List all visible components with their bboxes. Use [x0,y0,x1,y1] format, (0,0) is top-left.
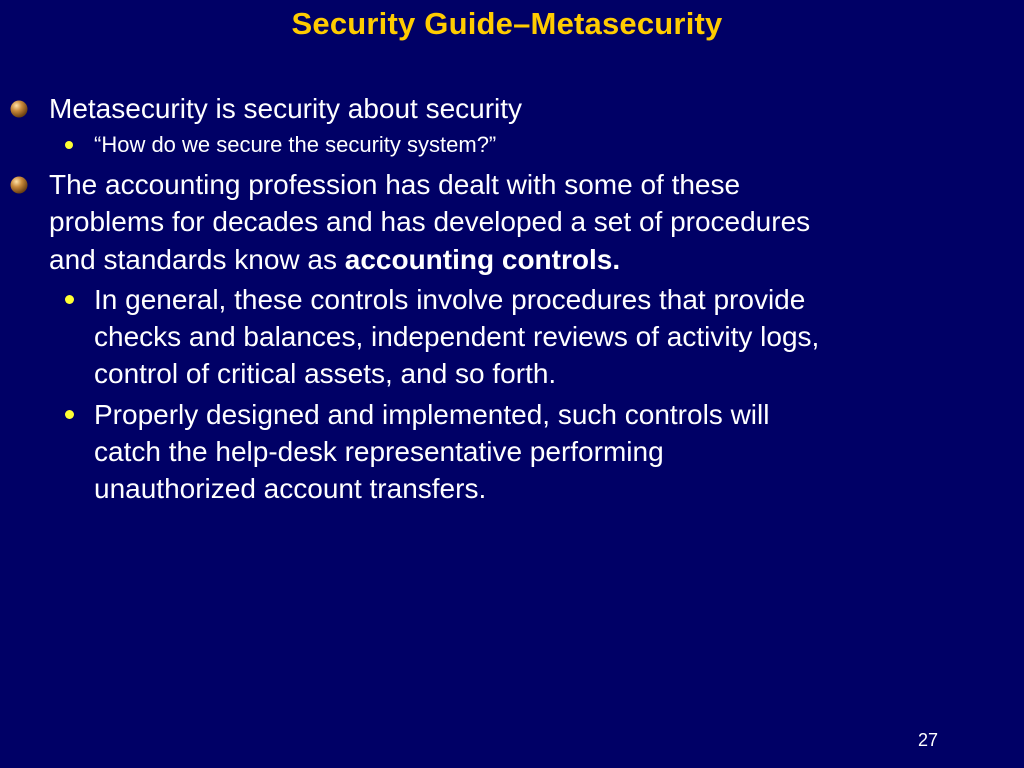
bronze-orb-bullet-icon [10,100,28,118]
bronze-orb-bullet-icon [10,176,28,194]
page-number: 27 [917,730,939,750]
bold-term: accounting controls. [344,243,621,275]
bullet-text-line: unauthorized account transfers. [94,473,487,504]
bullet-level2 [0,281,1010,392]
bullet-level1 [0,90,1010,128]
bullet-text-line: checks and balances, independent reviews of activity logs, [94,321,820,352]
bullet-level2 [0,396,1010,507]
yellow-dot-bullet-icon [65,295,74,304]
bullet-level1 [0,166,1010,279]
bullet-text-line: problems for decades and has developed a set of procedures [49,206,811,237]
bullet-text: Metasecurity is security about security [49,93,523,124]
slide-title: Security Guide–Metasecurity [291,6,723,41]
bullet-text-line: and standards know as [49,243,345,275]
yellow-dot-bullet-icon [65,410,74,419]
bullet-text-line: In general, these controls involve procedures that provide [94,284,806,315]
slide-content [0,90,1010,511]
bullet-level2 [0,131,1010,159]
yellow-dot-bullet-icon [65,141,73,149]
bullet-text-line: The accounting profession has dealt with some of these [49,168,741,200]
bullet-text: “How do we secure the security system?” [94,131,497,157]
bullet-text-line: Properly designed and implemented, such controls will [94,399,770,430]
bullet-text-line: catch the help-desk representative performing [94,436,664,467]
bullet-text-line: control of critical assets, and so forth. [94,358,557,389]
